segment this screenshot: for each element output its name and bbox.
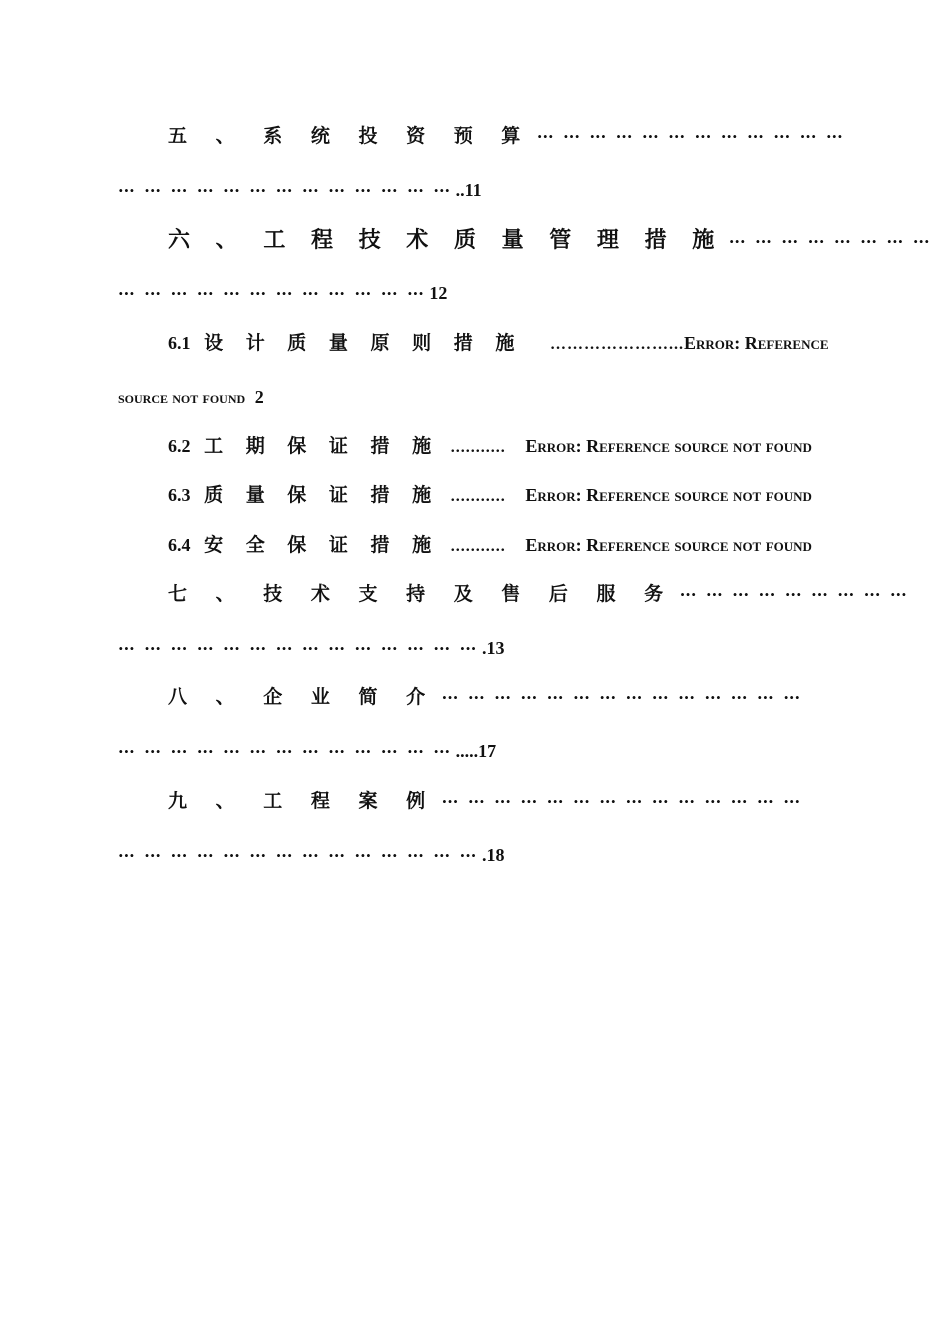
toc-leader-dots: ··· ··· ··· ··· ··· ··· ··· ··· ··· ··· ··· ··· ··· ··· xyxy=(118,639,477,658)
toc-entry-title: 九 、 工 程 案 例 xyxy=(168,790,437,812)
toc-entry-9-line2[interactable] xyxy=(118,841,840,870)
toc-entry-title: 八 、 企 业 简 介 xyxy=(168,686,437,708)
toc-entry-title: 七 、 技 术 支 持 及 售 后 服 务 xyxy=(168,583,675,605)
toc-entry-title: 设 计 质 量 原 则 措 施 xyxy=(204,332,523,354)
toc-leader-dots: ··· ··· ··· ··· ··· ··· ··· ··· ··· xyxy=(679,585,907,604)
toc-leader-dots: ··· ··· ··· ··· ··· ··· ··· ··· ··· ··· ··· ··· ··· ··· xyxy=(441,688,801,707)
toc-page-number: .....17 xyxy=(455,741,497,761)
toc-entry-5-line2[interactable] xyxy=(118,176,840,205)
toc-section-number: 6.3 xyxy=(168,485,191,505)
toc-entry-6-3[interactable] xyxy=(168,481,840,511)
toc-entry-6-4[interactable] xyxy=(168,531,840,561)
toc-leader-dots: …………………... xyxy=(549,336,684,353)
toc-entry-7-line2[interactable] xyxy=(118,634,840,663)
toc-leader-dots: ··· ··· ··· ··· ··· ··· ··· ··· ··· ··· ··· ··· xyxy=(118,284,424,303)
toc-page-number: .18 xyxy=(481,845,505,865)
toc-section-number: 6.1 xyxy=(168,333,191,353)
toc-error-text: source not found xyxy=(118,388,246,407)
toc-leader-dots: ··· ··· ··· ··· ··· ··· ··· ··· ··· ··· ··· ··· ··· ··· xyxy=(118,846,477,865)
toc-error-text: Error: Reference xyxy=(683,333,829,353)
toc-entry-5-line1[interactable] xyxy=(168,122,843,151)
toc-entry-title: 五 、 系 统 投 资 预 算 xyxy=(168,125,532,147)
toc-leader-dots: ··· ··· ··· ··· ··· ··· ··· ··· ··· ··· ··· ··· ··· xyxy=(118,742,451,761)
toc-page-number: 12 xyxy=(429,283,448,303)
toc-leader-dots: ··· ··· ··· ··· ··· ··· ··· ··· ··· ··· ··· ··· xyxy=(536,127,843,146)
toc-entry-6-line1[interactable] xyxy=(168,226,930,256)
toc-entry-7-line1[interactable] xyxy=(168,580,907,609)
toc-page-number: 2 xyxy=(254,387,264,407)
toc-entry-6-line2[interactable] xyxy=(118,279,840,308)
toc-page-number: .13 xyxy=(481,638,505,658)
toc-entry-8-line2[interactable] xyxy=(118,737,840,766)
toc-leader-dots: ........... xyxy=(450,488,506,505)
toc-leader-dots: ··· ··· ··· ··· ··· ··· ··· ··· ··· ··· ··· ··· ··· ··· xyxy=(441,792,801,811)
toc-entry-title: 工 期 保 证 措 施 xyxy=(204,435,440,457)
toc-entry-6-1-line2[interactable] xyxy=(118,383,840,412)
toc-section-number: 6.4 xyxy=(168,535,191,555)
toc-leader-dots: ··· ··· ··· ··· ··· ··· ··· ··· xyxy=(728,232,930,251)
toc-entry-title: 六 、 工 程 技 术 质 量 管 理 措 施 xyxy=(168,227,724,253)
toc-error-text: Error: Reference source not found xyxy=(525,485,812,505)
toc-section-number: 6.2 xyxy=(168,436,191,456)
toc-entry-title: 质 量 保 证 措 施 xyxy=(204,484,440,506)
toc-entry-title: 安 全 保 证 措 施 xyxy=(204,534,440,556)
toc-leader-dots: ........... xyxy=(450,439,506,456)
toc-error-text: Error: Reference source not found xyxy=(525,436,812,456)
toc-entry-9-line1[interactable] xyxy=(168,787,840,816)
toc-entry-6-1-line1[interactable] xyxy=(168,329,840,359)
toc-entry-8-line1[interactable] xyxy=(168,683,840,712)
toc-entry-6-2[interactable] xyxy=(168,432,840,462)
toc-error-text: Error: Reference source not found xyxy=(525,535,812,555)
toc-page-number: ..11 xyxy=(455,180,482,200)
toc-leader-dots: ........... xyxy=(450,538,506,555)
toc-leader-dots: ··· ··· ··· ··· ··· ··· ··· ··· ··· ··· ··· ··· ··· xyxy=(118,181,451,200)
